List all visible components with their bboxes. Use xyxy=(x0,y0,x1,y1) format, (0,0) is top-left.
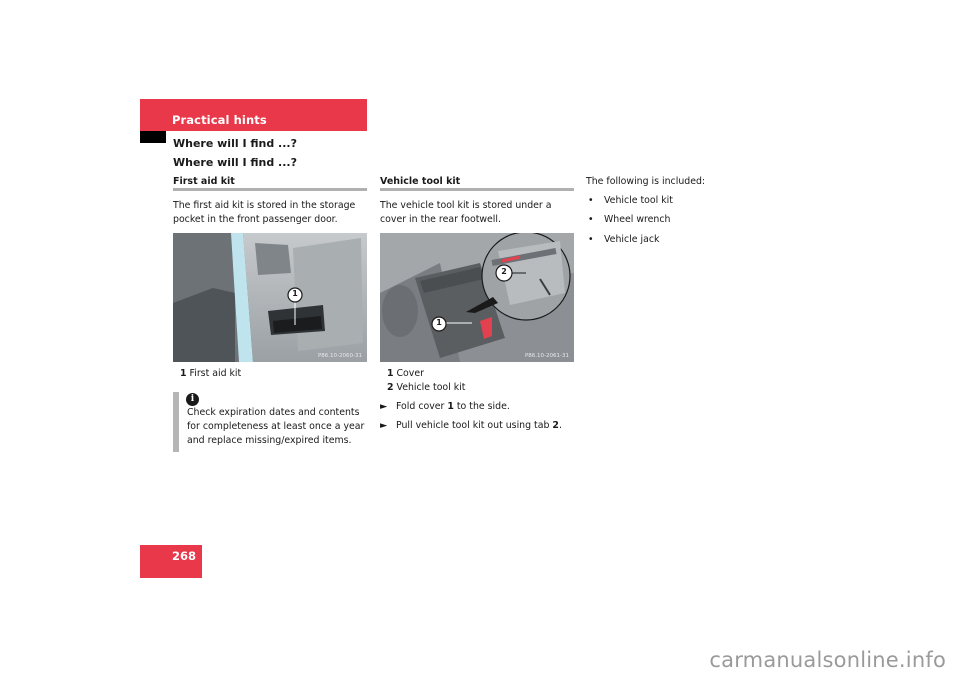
included-intro: The following is included: xyxy=(586,176,706,187)
step-text: to the side. xyxy=(453,401,510,412)
photo-code: P86.10-2061-31 xyxy=(524,353,569,359)
photo-code: P86.10-2060-31 xyxy=(317,353,362,359)
step-text: Fold cover xyxy=(396,401,448,412)
legend-item xyxy=(387,367,424,381)
callout-1: 1 xyxy=(436,318,442,327)
heading-rule xyxy=(173,188,367,191)
tool-kit-heading: Vehicle tool kit xyxy=(380,176,461,187)
callout-2: 2 xyxy=(501,267,507,276)
info-note xyxy=(173,392,367,452)
tool-kit-description: The vehicle tool kit is stored under a cover in the rear footwell. xyxy=(380,200,552,225)
section-title: Practical hints xyxy=(172,113,267,127)
list-item-text: Wheel wrench xyxy=(604,214,671,225)
legend-text: Vehicle tool kit xyxy=(396,382,466,393)
instruction-step xyxy=(380,400,574,414)
list-item-text: Vehicle tool kit xyxy=(604,195,673,206)
first-aid-description: The first aid kit is stored in the storage pocket in the front passenger door. xyxy=(173,200,356,225)
legend-text: Cover xyxy=(396,368,424,379)
watermark: carmanualsonline.info xyxy=(709,648,946,672)
page-number-box xyxy=(140,545,202,578)
info-icon: i xyxy=(186,393,199,406)
page-subtitle: Where will I find ...? xyxy=(173,137,297,150)
list-item xyxy=(588,233,659,247)
legend-item xyxy=(387,381,465,395)
arrow-icon: ► xyxy=(380,420,388,431)
info-text: Check expiration dates and contents for completeness at least once a year and replace missing/expired items. xyxy=(187,407,365,446)
instruction-step xyxy=(380,419,580,433)
legend-item xyxy=(180,367,241,381)
list-item-text: Vehicle jack xyxy=(604,234,660,245)
step-ref: 1 xyxy=(447,401,454,412)
info-bar xyxy=(173,392,179,452)
section-header-band xyxy=(140,99,367,131)
step-ref: 2 xyxy=(552,420,559,431)
callout-1: 1 xyxy=(292,289,298,298)
step-text: Pull vehicle tool kit out using tab xyxy=(396,420,553,431)
page-number: 268 xyxy=(171,549,196,563)
legend-number: 1 xyxy=(387,368,394,379)
step-text: . xyxy=(558,420,562,431)
list-item xyxy=(588,213,670,227)
bullet-icon: • xyxy=(588,234,594,245)
page-subtitle-repeat: Where will I find ...? xyxy=(173,156,297,169)
list-item xyxy=(588,194,673,208)
legend-text: First aid kit xyxy=(189,368,242,379)
bullet-icon: • xyxy=(588,214,594,225)
legend-number: 2 xyxy=(387,382,394,393)
legend-number: 1 xyxy=(180,368,187,379)
bullet-icon: • xyxy=(588,195,594,206)
heading-rule xyxy=(380,188,574,191)
first-aid-heading: First aid kit xyxy=(173,176,235,187)
tool-kit-photo xyxy=(380,233,574,362)
section-marker xyxy=(140,131,166,143)
first-aid-photo xyxy=(173,233,367,362)
arrow-icon: ► xyxy=(380,401,388,412)
